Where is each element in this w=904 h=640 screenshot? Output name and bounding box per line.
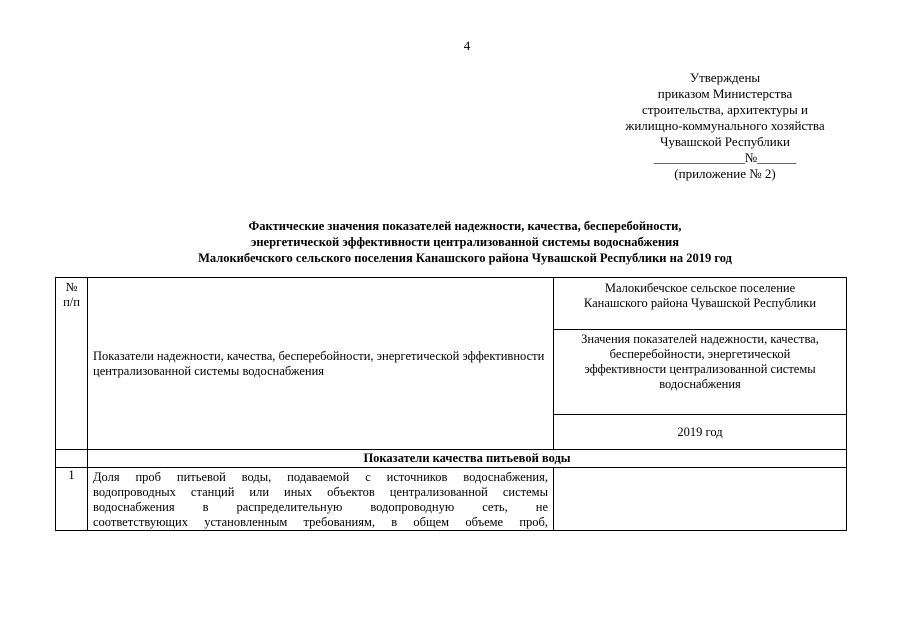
header-values-line: Значения показателей надежности, качества,: [581, 332, 819, 346]
header-locality-line: Канашского района Чувашской Республики: [583, 296, 817, 310]
indicators-table: [55, 277, 847, 531]
header-number-abbrev: п/п: [63, 295, 80, 309]
row-indicator-line: водопроводных станций или иных объектов централизованной системы: [93, 485, 548, 499]
row-indicator-line: соответствующих установленным требованиям, в общем объеме проб,: [93, 515, 548, 529]
title-line: Фактические значения показателей надежности, качества, бесперебойности,: [248, 219, 682, 233]
row-number: 1: [56, 468, 88, 531]
section-title: Показатели качества питьевой воды: [88, 450, 847, 468]
page-number: 4: [463, 38, 471, 53]
title-line: Малокибечского сельского поселения Канашского района Чувашской Республики на 2019 год: [198, 251, 732, 265]
header-locality-cell: [554, 278, 847, 330]
header-values-cell: [554, 330, 847, 415]
row-indicator-text: [88, 468, 554, 531]
header-values-line: бесперебойности, энергетической: [609, 347, 791, 361]
approval-order-number-line: ______________№______: [653, 150, 797, 165]
approval-line: жилищно-коммунального хозяйства: [625, 118, 825, 133]
approval-line: приказом Министерства: [657, 86, 793, 101]
approval-appendix-note: (приложение № 2): [674, 166, 776, 181]
section-header-row: [56, 450, 847, 468]
header-values-line: эффективности централизованной системы: [584, 362, 816, 376]
header-indicators-cell: Показатели надежности, качества, бесперебойности, энергетической эффективности централизованной системы водоснабжения: [88, 278, 554, 450]
header-values-line: водоснабжения: [659, 377, 741, 391]
table-row: [56, 468, 847, 531]
approval-line: Чувашской Республики: [659, 134, 791, 149]
approval-line: Утверждены: [689, 70, 761, 85]
table-header-row: [56, 278, 847, 330]
header-year-cell: 2019 год: [554, 415, 847, 450]
row-indicator-line: водоснабжения в распределительную водопроводную сеть, не: [93, 500, 548, 514]
row-indicator-line: Доля проб питьевой воды, подаваемой с источников водоснабжения,: [93, 470, 548, 484]
header-locality-line: Малокибечское сельское поселение: [604, 281, 796, 295]
document-title: [100, 218, 830, 266]
section-number-cell: [56, 450, 88, 468]
header-number-cell: [56, 278, 88, 450]
title-line: энергетической эффективности централизованной системы водоснабжения: [250, 235, 680, 249]
header-number-symbol: №: [65, 280, 78, 294]
approval-stamp-block: [600, 70, 850, 182]
approval-line: строительства, архитектуры и: [642, 102, 808, 117]
row-value-cell: [554, 468, 847, 531]
